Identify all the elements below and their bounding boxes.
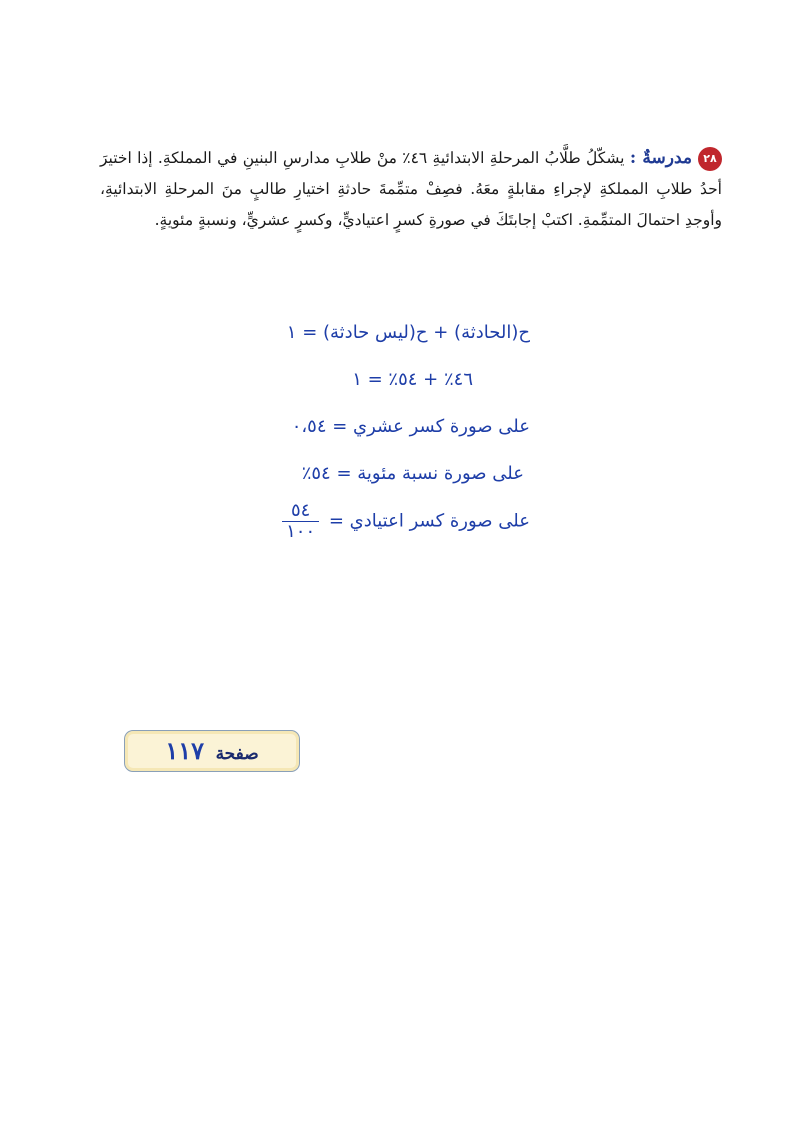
problem-statement: [100, 143, 722, 236]
fraction-label: على صورة كسر اعتيادي =: [328, 510, 530, 532]
problem-number-badge: ٢٨: [698, 147, 722, 171]
problem-label: مدرسةٌ :: [629, 148, 692, 168]
solution-line-complement-rule: ح(الحادثة) + ح(ليس حادثة) = ١: [286, 322, 530, 343]
handwritten-solution: [180, 313, 530, 548]
page-word: صفحة: [215, 744, 259, 764]
page-number-tag: [124, 730, 300, 772]
page-number: ١١٧: [165, 736, 204, 765]
fraction-denominator: ١٠٠: [286, 521, 316, 542]
fraction-numerator: ٥٤: [282, 501, 319, 522]
solution-line-percent-sum: ٤٦٪ + ٥٤٪ = ١: [352, 369, 473, 390]
solution-line-percent: على صورة نسبة مئوية = ٥٤٪: [301, 463, 524, 484]
solution-line-fraction: [180, 501, 530, 548]
fraction: [282, 501, 319, 542]
solution-line-decimal: على صورة كسر عشري = ٠،٥٤: [291, 416, 530, 437]
problem-text: يشكّلُ طلَّابُ المرحلةِ الابتدائيةِ ٤٦٪ منْ طلابِ مدارسِ البنينِ في المملكةِ. إذا اختيرَ أحدُ طلابِ المملكةِ لإجراءِ مقابلةٍ معَهُ. فصِفْ متمِّمةَ حادثةِ اختيارِ طالبٍ منَ المرحلةِ الابتدائيةِ، وأوجدِ احتمالَ المتمِّمةِ. اكتبْ إجابتَكَ في صورةِ كسرٍ اعتياديٍّ، وكسرٍ عشريٍّ، ونسبةٍ مئويةٍ.: [100, 149, 722, 229]
